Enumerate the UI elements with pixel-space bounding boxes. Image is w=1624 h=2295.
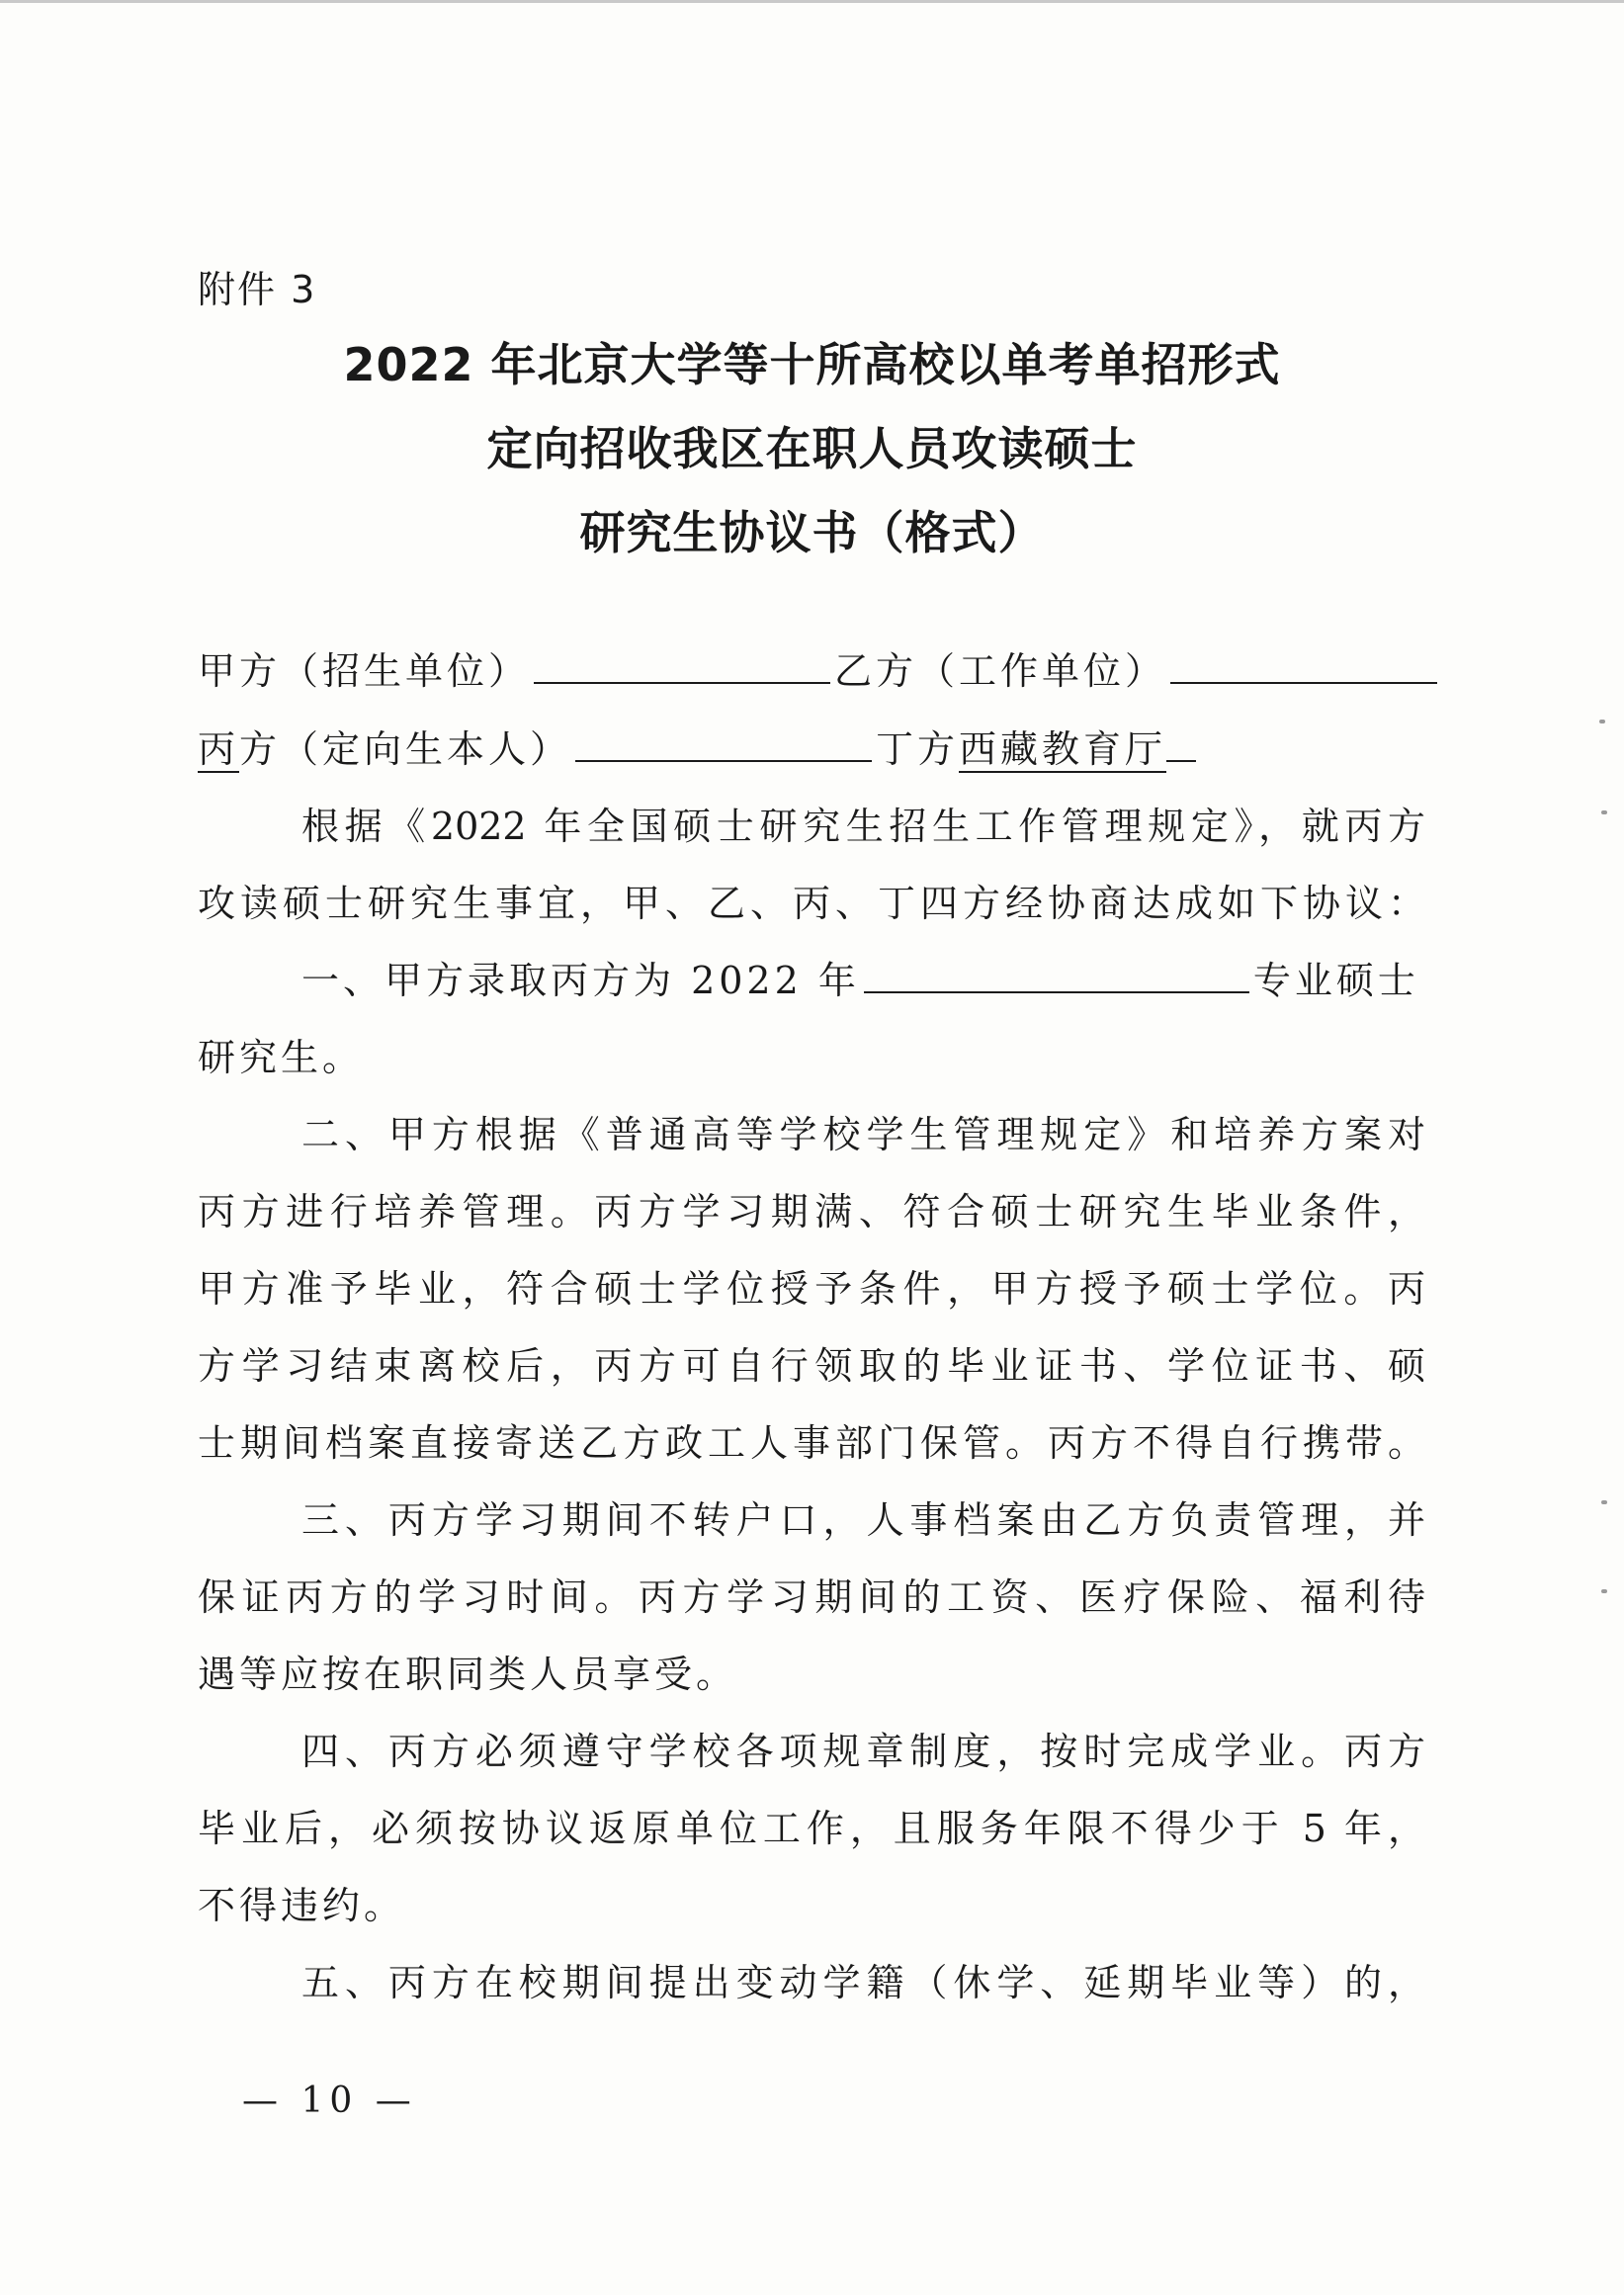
party-d-underline-tail: [1166, 760, 1196, 762]
party-d-label: 丁方: [876, 727, 960, 771]
title-line-2: 定向招收我区在职人员攻读硕士: [486, 422, 1138, 475]
scan-speck: [1601, 1589, 1607, 1593]
party-a-blank: [534, 644, 830, 684]
clause-3-line-1: 三、丙方学习期间不转户口，人事档案由乙方负责管理，并: [301, 1498, 1425, 1542]
clause-1-text-b: 专业硕士: [1252, 959, 1419, 1002]
clause-2-line-4: 方学习结束离校后，丙方可自行领取的毕业证书、学位证书、硕: [198, 1344, 1425, 1388]
clause-1-blank: [864, 954, 1249, 993]
title-line-3: 研究生协议书（格式）: [579, 506, 1045, 559]
party-line-2: [198, 719, 1196, 773]
clause-3-line-3: 遇等应按在职同类人员享受。: [198, 1653, 738, 1696]
clause-1-line-1: [301, 950, 1425, 1004]
clause-2-line-1: 二、甲方根据《普通高等学校学生管理规定》和培养方案对: [301, 1113, 1425, 1156]
clause-2-line-3: 甲方准予毕业，符合硕士学位授予条件，甲方授予硕士学位。丙: [198, 1267, 1425, 1311]
page-number: — 10 —: [242, 2081, 417, 2121]
clause-3-line-2: 保证丙方的学习时间。丙方学习期间的工资、医疗保险、福利待: [198, 1575, 1425, 1619]
scan-speck: [1601, 1500, 1607, 1504]
party-line-1: [198, 640, 1441, 695]
party-b-blank: [1170, 644, 1437, 684]
clause-1-line-2: 研究生。: [198, 1036, 365, 1079]
scan-speck: [1601, 810, 1607, 814]
annex-label: 附件 3: [198, 268, 317, 311]
party-d-value: 西藏教育厅: [959, 727, 1167, 771]
scan-speck: [1599, 720, 1605, 723]
intro-line-1: 根据《2022 年全国硕士研究生招生工作管理规定》，就丙方: [301, 805, 1425, 848]
clause-5-line-1: 五、丙方在校期间提出变动学籍（休学、延期毕业等）的，: [301, 1961, 1425, 2004]
clause-4-line-2: 毕业后，必须按协议返原单位工作，且服务年限不得少于 5 年，: [198, 1807, 1425, 1850]
clause-1-text-a: 一、甲方录取丙方为 2022 年: [301, 959, 860, 1002]
clause-4-line-1: 四、丙方必须遵守学校各项规章制度，按时完成学业。丙方: [301, 1730, 1425, 1773]
clause-4-line-3: 不得违约。: [198, 1884, 406, 1927]
party-c-label: 方（定向生本人）: [239, 727, 572, 771]
party-a-label: 甲方（招生单位）: [198, 649, 531, 693]
clause-2-line-2: 丙方进行培养管理。丙方学习期满、符合硕士研究生毕业条件，: [198, 1190, 1425, 1233]
intro-line-2: 攻读硕士研究生事宜，甲、乙、丙、丁四方经协商达成如下协议：: [198, 882, 1425, 925]
party-b-label: 乙方（工作单位）: [834, 649, 1167, 693]
title-line-1: 2022 年北京大学等十所高校以单考单招形式: [343, 338, 1281, 391]
clause-2-line-5: 士期间档案直接寄送乙方政工人事部门保管。丙方不得自行携带。: [198, 1421, 1425, 1465]
party-c-label-first: 丙: [198, 727, 240, 771]
party-c-blank: [575, 722, 872, 762]
